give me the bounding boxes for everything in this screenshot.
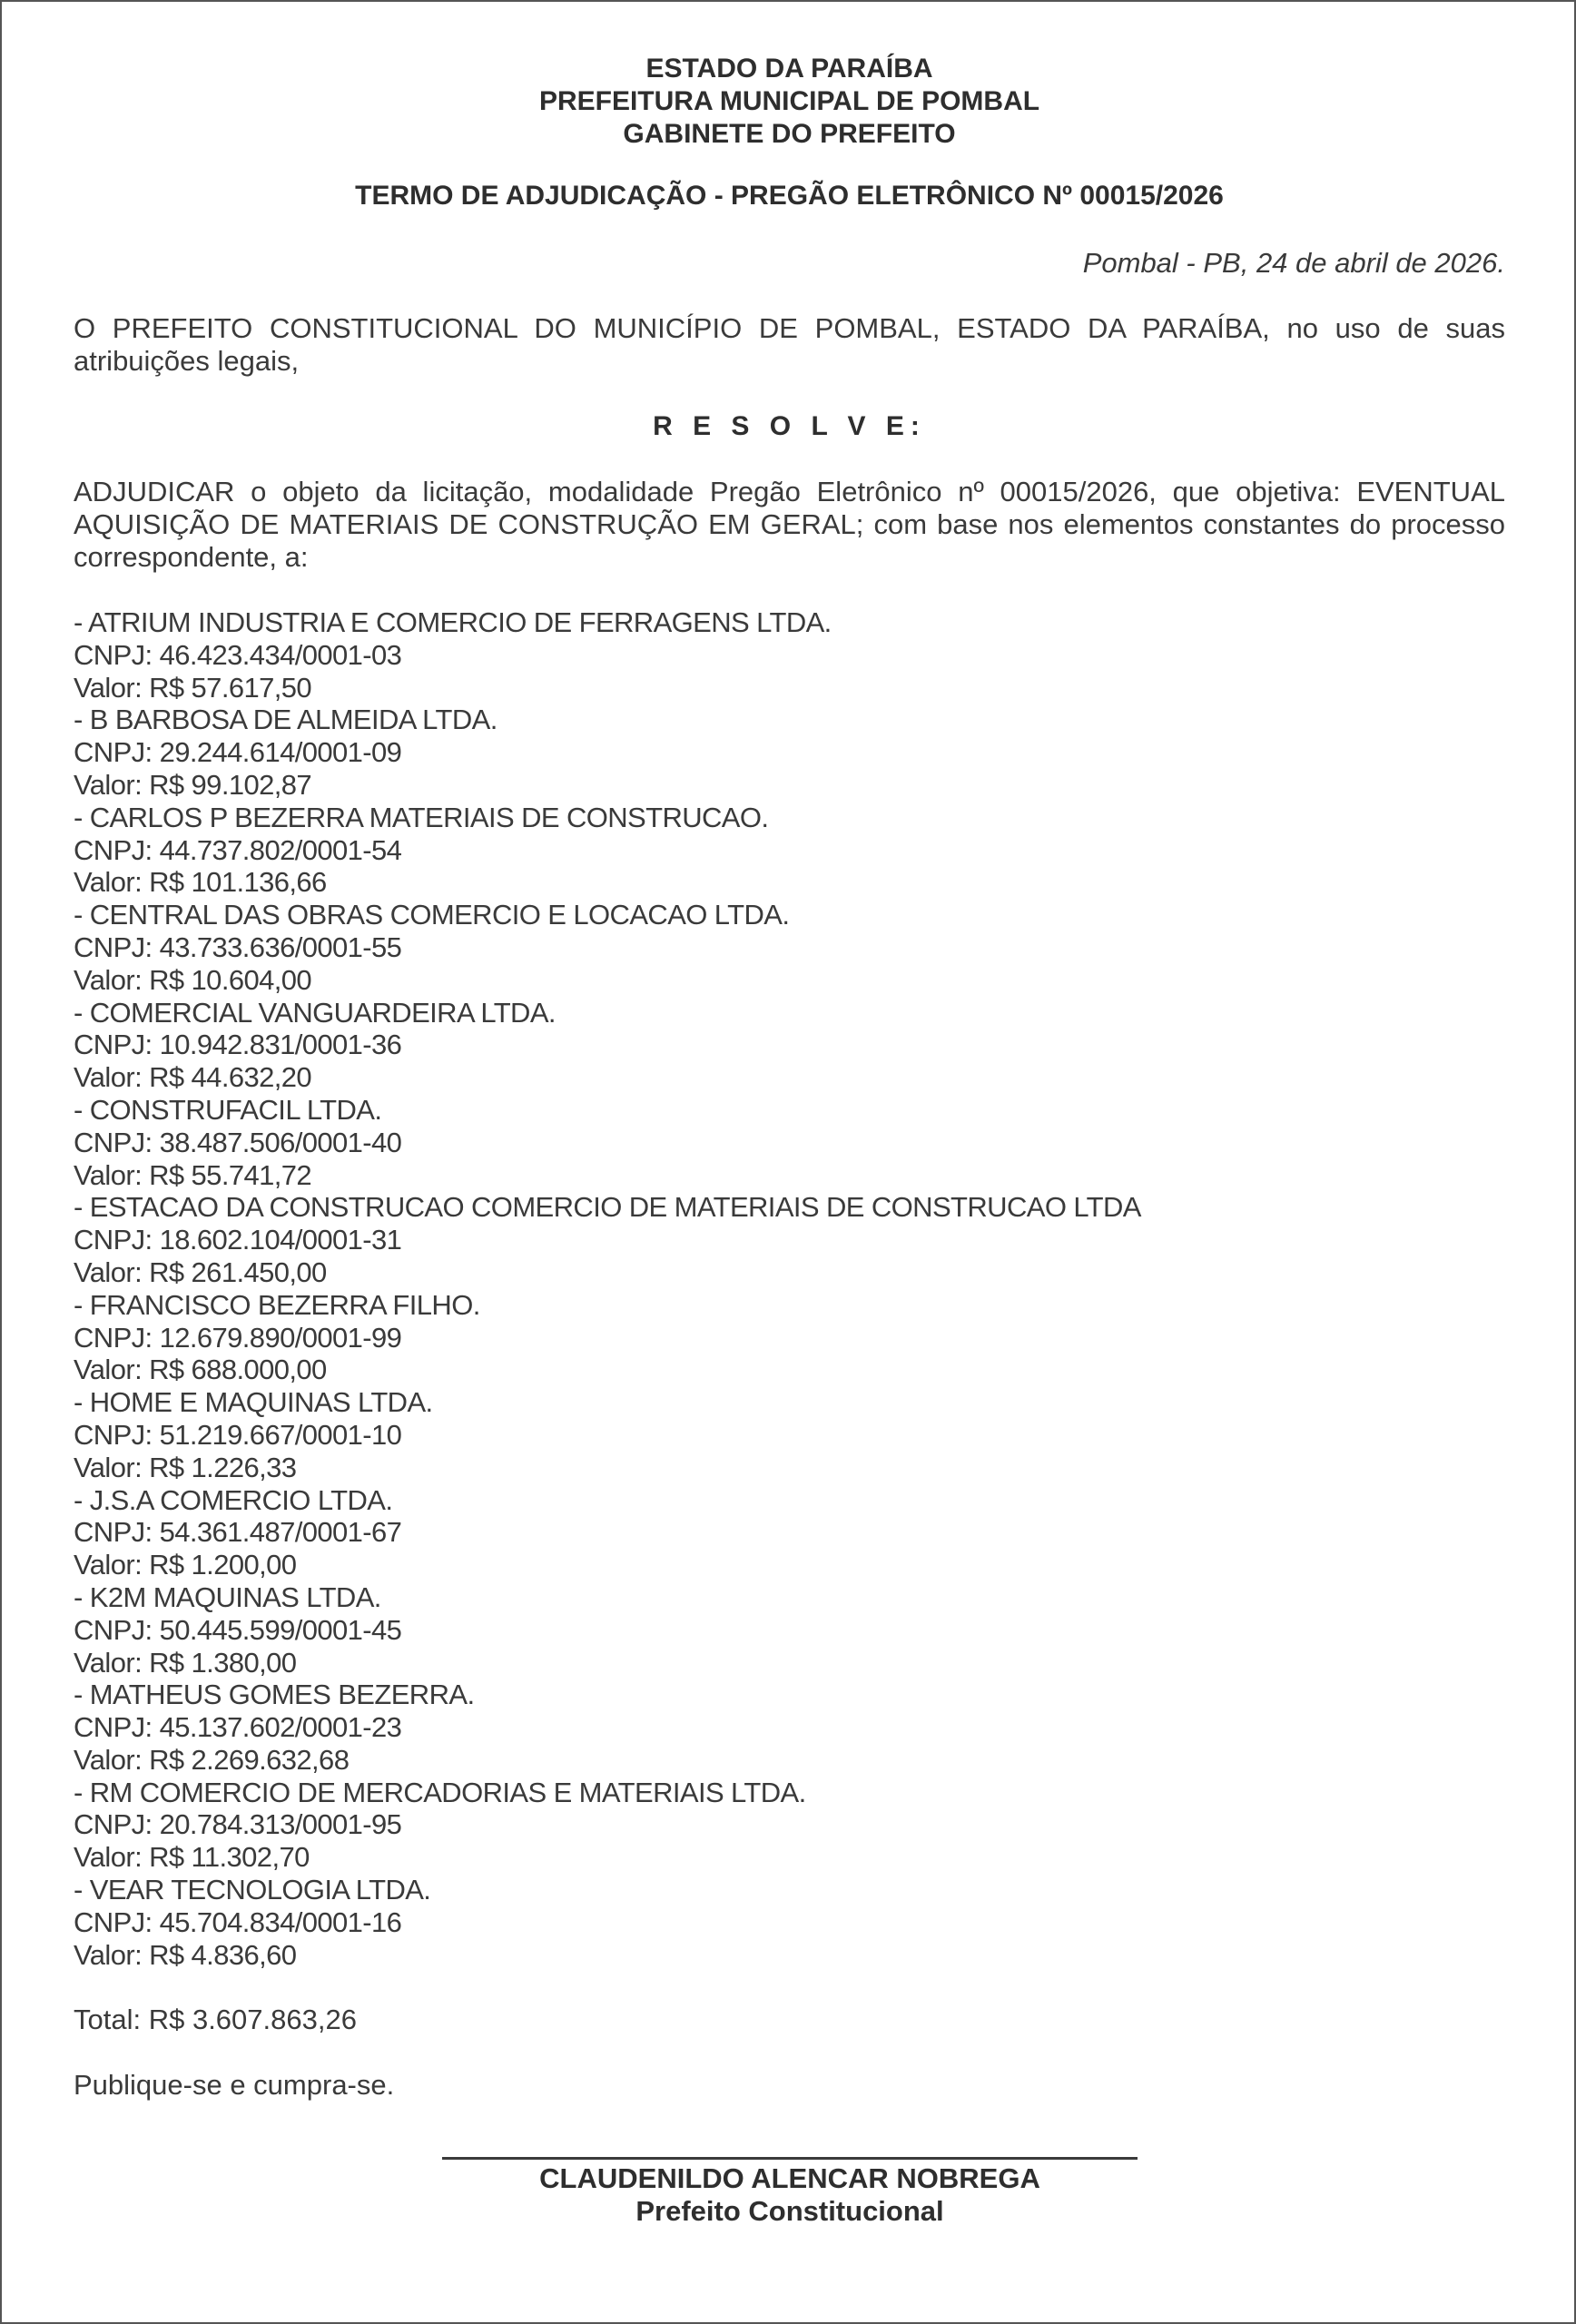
company-cnpj: CNPJ: 44.737.802/0001-54: [74, 833, 402, 866]
company-entry: [74, 704, 1505, 801]
header-prefecture: PREFEITURA MUNICIPAL DE POMBAL: [538, 86, 1040, 116]
company-cnpj: CNPJ: 54.361.487/0001-67: [74, 1516, 402, 1549]
company-cnpj: CNPJ: 12.679.890/0001-99: [74, 1321, 402, 1354]
company-value: Valor: R$ 688.000,00: [74, 1354, 327, 1386]
signatory-name: CLAUDENILDO ALENCAR NOBREGA: [539, 2162, 1040, 2194]
company-entry: [74, 1874, 1505, 1971]
company-name: - FRANCISCO BEZERRA FILHO.: [74, 1288, 480, 1321]
signature-line: [442, 2157, 1138, 2160]
company-entry: [74, 1094, 1505, 1191]
company-entry: [74, 1191, 1505, 1288]
company-name: - MATHEUS GOMES BEZERRA.: [74, 1679, 475, 1711]
company-value: Valor: R$ 57.617,50: [74, 671, 312, 704]
company-cnpj: CNPJ: 51.219.667/0001-10: [74, 1418, 402, 1451]
header-state: ESTADO DA PARAÍBA: [645, 54, 933, 84]
company-cnpj: CNPJ: 46.423.434/0001-03: [74, 638, 402, 671]
company-name: - K2M MAQUINAS LTDA.: [74, 1581, 381, 1613]
company-entry: [74, 1581, 1505, 1679]
closing-statement: Publique-se e cumpra-se.: [74, 2069, 395, 2102]
company-value: Valor: R$ 101.136,66: [74, 866, 327, 899]
intro-paragraph: O PREFEITO CONSTITUCIONAL DO MUNICÍPIO DE POMBAL, ESTADO DA PARAÍBA, no uso de suas atribuições legais,: [74, 312, 1505, 377]
company-cnpj: CNPJ: 10.942.831/0001-36: [74, 1029, 402, 1061]
company-name: - ATRIUM INDUSTRIA E COMERCIO DE FERRAGENS LTDA.: [74, 606, 832, 638]
company-cnpj: CNPJ: 45.137.602/0001-23: [74, 1711, 402, 1744]
document-header: [74, 53, 1505, 151]
company-value: Valor: R$ 10.604,00: [74, 963, 312, 996]
company-name: - CONSTRUFACIL LTDA.: [74, 1093, 382, 1126]
company-entry: [74, 1386, 1505, 1483]
document-body: [74, 53, 1505, 2102]
document-title: TERMO DE ADJUDICAÇÃO - PREGÃO ELETRÔNICO Nº 00015/2026: [355, 181, 1224, 211]
company-value: Valor: R$ 261.450,00: [74, 1256, 327, 1288]
company-value: Valor: R$ 99.102,87: [74, 768, 312, 801]
company-cnpj: CNPJ: 38.487.506/0001-40: [74, 1126, 402, 1158]
company-cnpj: CNPJ: 43.733.636/0001-55: [74, 931, 402, 963]
company-entry: [74, 606, 1505, 704]
company-name: - RM COMERCIO DE MERCADORIAS E MATERIAIS LTDA.: [74, 1776, 806, 1808]
company-name: - CENTRAL DAS OBRAS COMERCIO E LOCACAO LTDA.: [74, 899, 790, 931]
company-name: - ESTACAO DA CONSTRUCAO COMERCIO DE MATERIAIS DE CONSTRUCAO LTDA: [74, 1191, 1141, 1224]
company-cnpj: CNPJ: 50.445.599/0001-45: [74, 1613, 402, 1646]
company-value: Valor: R$ 1.200,00: [74, 1549, 297, 1581]
company-name: - B BARBOSA DE ALMEIDA LTDA.: [74, 704, 497, 736]
company-name: - CARLOS P BEZERRA MATERIAIS DE CONSTRUCAO.: [74, 801, 769, 833]
header-office: GABINETE DO PREFEITO: [623, 119, 956, 149]
company-entry: [74, 997, 1505, 1094]
company-cnpj: CNPJ: 29.244.614/0001-09: [74, 736, 402, 769]
company-entry: [74, 1679, 1505, 1776]
company-cnpj: CNPJ: 20.784.313/0001-95: [74, 1808, 402, 1841]
company-value: Valor: R$ 1.380,00: [74, 1646, 297, 1679]
total-amount: Total: R$ 3.607.863,26: [74, 2004, 357, 2036]
company-cnpj: CNPJ: 45.704.834/0001-16: [74, 1905, 402, 1938]
company-value: Valor: R$ 1.226,33: [74, 1451, 297, 1483]
company-name: - COMERCIAL VANGUARDEIRA LTDA.: [74, 996, 556, 1029]
company-entry: [74, 1484, 1505, 1581]
company-entry: [74, 1777, 1505, 1874]
company-value: Valor: R$ 55.741,72: [74, 1158, 312, 1191]
resolve-heading: R E S O L V E:: [653, 411, 926, 441]
company-name: - HOME E MAQUINAS LTDA.: [74, 1386, 433, 1419]
document-date: Pombal - PB, 24 de abril de 2026.: [1082, 247, 1505, 279]
adjudicar-paragraph: ADJUDICAR o objeto da licitação, modalidade Pregão Eletrônico nº 00015/2026, que objetiva: EVENTUAL AQUISIÇÃO DE MATERIAIS DE CONSTRUÇÃO EM GERAL; com base nos elementos constantes do processo correspondente, a:: [74, 476, 1505, 573]
company-entry: [74, 802, 1505, 899]
company-value: Valor: R$ 11.302,70: [74, 1841, 310, 1874]
company-value: Valor: R$ 4.836,60: [74, 1938, 297, 1971]
company-cnpj: CNPJ: 18.602.104/0001-31: [74, 1224, 402, 1256]
company-name: - VEAR TECNOLOGIA LTDA.: [74, 1874, 431, 1906]
company-entry: [74, 1289, 1505, 1386]
signatory-role: Prefeito Constitucional: [635, 2195, 944, 2227]
company-value: Valor: R$ 44.632,20: [74, 1061, 312, 1094]
company-value: Valor: R$ 2.269.632,68: [74, 1743, 350, 1776]
company-entry: [74, 899, 1505, 996]
company-list: [74, 606, 1505, 1971]
company-name: - J.S.A COMERCIO LTDA.: [74, 1483, 393, 1516]
